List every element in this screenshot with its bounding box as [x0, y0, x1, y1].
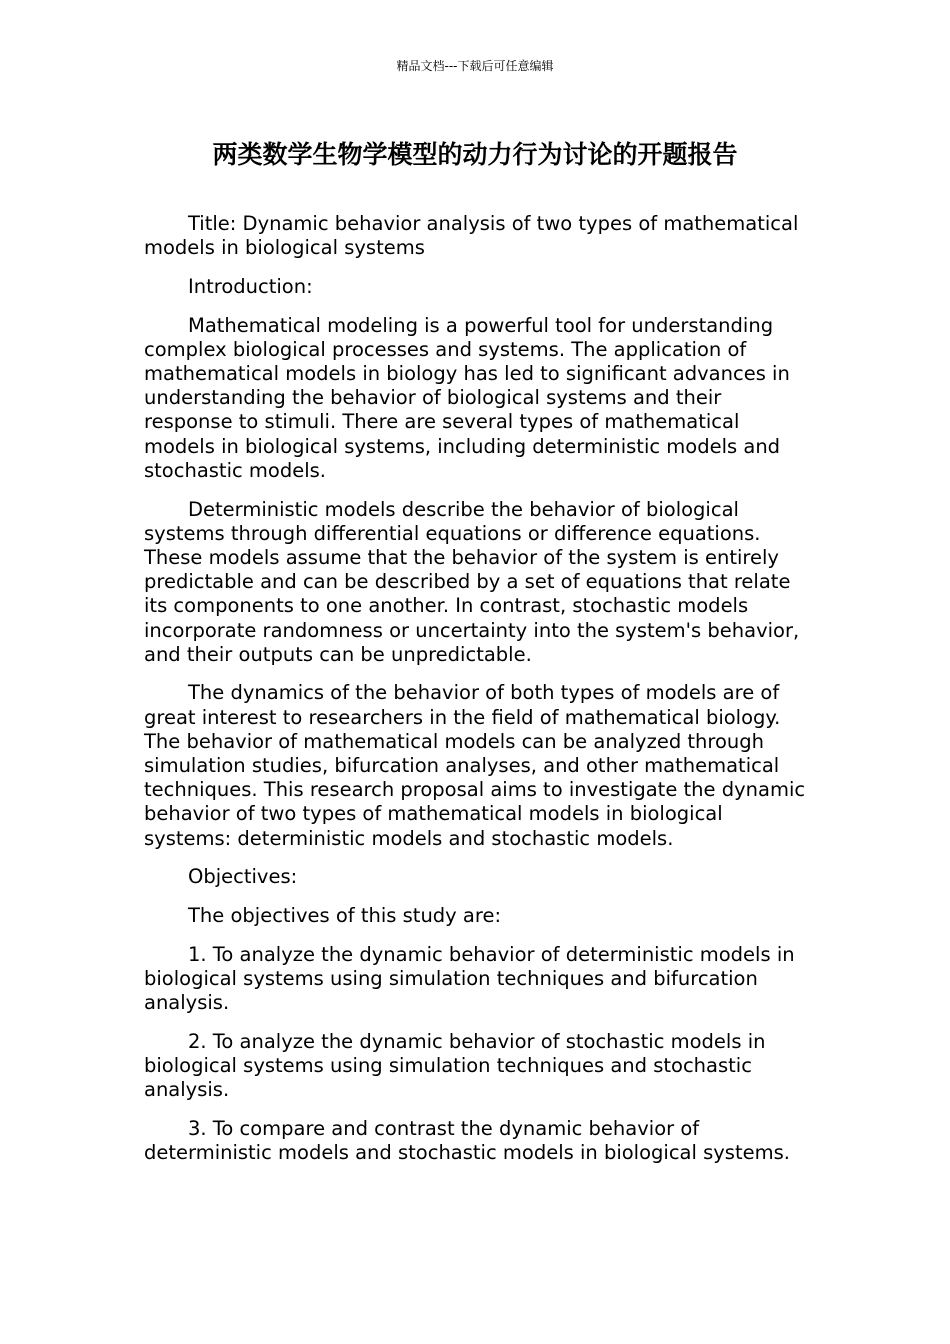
heading-introduction: Introduction: [188, 274, 313, 298]
paragraph-dynamics-interest: The dynamics of the behavior of both types of models are of great interest to researchers in the field of mathematical biology. The behavior of mathematical models can be analyzed through simulation studies, bifurcation analyses, and other mathematical techniques. This research proposal aims to investigate the dynamic behavior of two types of mathematical models in biological systems: deterministic models and stochastic models. [144, 681, 806, 850]
objective-item-3: 3. To compare and contrast the dynamic behavior of deterministic models and stochastic models in biological systems. [144, 1117, 790, 1165]
paragraph-deterministic-models: Deterministic models describe the behavior of biological systems through differential equations or difference equations. These models assume that the behavior of the system is entirely predictable and can be described by a set of equations that relate its components to one another. In contrast, stochastic models incorporate randomness or uncertainty into the system's behavior, and their outputs can be unpredictable. [144, 497, 800, 666]
page-header: 精品文档---下载后可任意编辑 [396, 59, 554, 73]
paragraph-objectives-intro: The objectives of this study are: [188, 904, 502, 928]
paragraph-title-line: Title: Dynamic behavior analysis of two types of mathematical models in biological systems [144, 212, 799, 260]
objective-item-2: 2. To analyze the dynamic behavior of stochastic models in biological systems using simulation techniques and stochastic analysis. [144, 1029, 766, 1102]
objective-item-1: 1. To analyze the dynamic behavior of deterministic models in biological systems using simulation techniques and bifurcation analysis. [144, 942, 795, 1015]
document-title: 两类数学生物学模型的动力行为讨论的开题报告 [212, 140, 738, 169]
document-body [144, 212, 810, 1180]
paragraph-intro-modeling: Mathematical modeling is a powerful tool for understanding complex biological processes and systems. The application of mathematical models in biology has led to significant advances in understanding the behavior of biological systems and their response to stimuli. There are several types of mathematical models in biological systems, including deterministic models and stochastic models. [144, 313, 790, 482]
heading-objectives: Objectives: [188, 865, 298, 889]
